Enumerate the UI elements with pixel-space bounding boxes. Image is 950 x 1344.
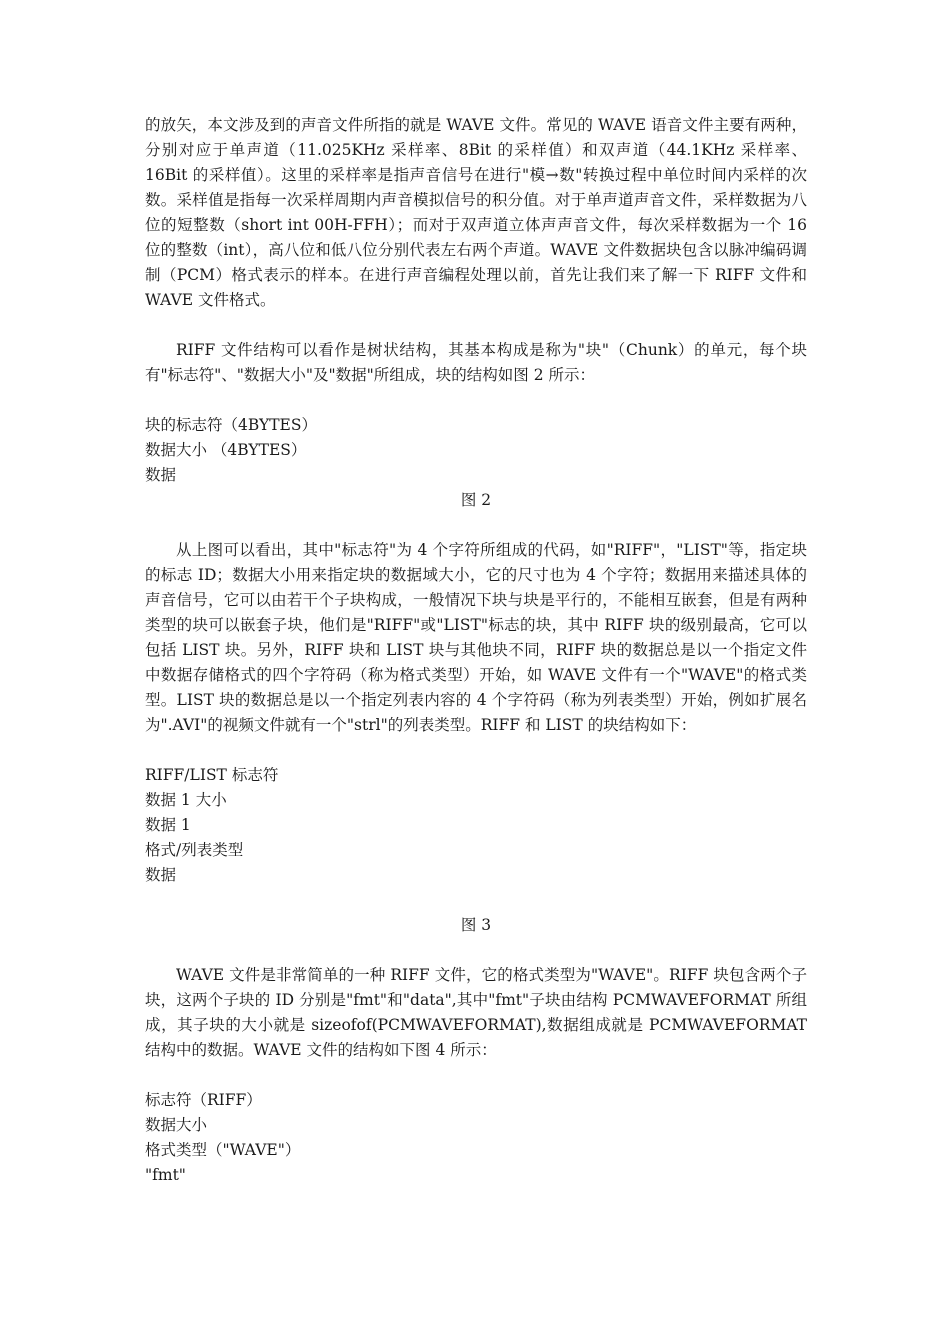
- paragraph-wave-intro: 的放矢，本文涉及到的声音文件所指的就是 WAVE 文件。常见的 WAVE 语音文件主要有两种，分别对应于单声道（11.025KHz 采样率、8Bit 的采样值）和双声道（44.1KHz 采样率、16Bit 的采样值）。这里的采样率是指声音信号在进行"模→数"转换过程中单位时间内采样的次数。采样值是指每一次采样周期内声音模拟信号的积分值。对于单声道声音文件，采样数据为八位的短整数（short int 00H-FFH）；而对于双声道立体声声音文件，每次采样数据为一个 16 位的整数（int），高八位和低八位分别代表左右两个声道。WAVE 文件数据块包含以脉冲编码调制（PCM）格式表示的样本。在进行声音编程处理以前，首先让我们来了解一下 RIFF 文件和 WAVE 文件格式。: [145, 116, 807, 309]
- figure-3-line: 数据 1: [145, 816, 191, 834]
- paragraph-chunk-explanation: 从上图可以看出，其中"标志符"为 4 个字符所组成的代码，如"RIFF"，"LIST"等，指定块的标志 ID；数据大小用来指定块的数据域大小，它的尺寸也为 4 个字符；数据用来描述具体的声音信号，它可以由若干个子块构成，一般情况下块与块是平行的，不能相互嵌套，但是有两种类型的块可以嵌套子块，他们是"RIFF"或"LIST"标志的块，其中 RIFF 块的级别最高，它可以包括 LIST 块。另外，RIFF 块和 LIST 块与其他块不同，RIFF 块的数据总是以一个指定文件中数据存储格式的四个字符码（称为格式类型）开始，如 WAVE 文件有一个"WAVE"的格式类型。LIST 块的数据总是以一个指定列表内容的 4 个字符码（称为列表类型）开始，例如扩展名为".AVI"的视频文件就有一个"strl"的列表类型。RIFF 和 LIST 的块结构如下：: [145, 541, 807, 734]
- paragraph-riff-structure: RIFF 文件结构可以看作是树状结构，其基本构成是称为"块"（Chunk）的单元，每个块有"标志符"、"数据大小"及"数据"所组成，块的结构如图 2 所示：: [145, 341, 807, 384]
- figure-4-line: 格式类型（"WAVE"）: [145, 1141, 301, 1159]
- figure-4-line: 标志符（RIFF）: [145, 1091, 262, 1109]
- figure-3-caption: 图 3: [460, 916, 492, 934]
- document-page: [145, 113, 807, 1188]
- figure-3-line: 数据: [145, 866, 177, 884]
- figure-2-block: [145, 413, 807, 513]
- figure-3-line: RIFF/LIST 标志符: [145, 766, 279, 784]
- figure-2-line: 数据大小 （4BYTES）: [145, 441, 307, 459]
- figure-2-line: 块的标志符（4BYTES）: [145, 416, 317, 434]
- figure-4-line: 数据大小: [145, 1116, 208, 1134]
- figure-2-caption: 图 2: [460, 491, 492, 509]
- paragraph-wave-format: WAVE 文件是非常简单的一种 RIFF 文件，它的格式类型为"WAVE"。RIFF 块包含两个子块，这两个子块的 ID 分别是"fmt"和"data",其中"fmt"子块由结构 PCMWAVEFORMAT 所组成，其子块的大小就是 sizeofof(PCMWAVEFORMAT),数据组成就是 PCMWAVEFORMAT 结构中的数据。WAVE 文件的结构如下图 4 所示：: [145, 966, 807, 1059]
- figure-4-block: [145, 1088, 807, 1188]
- figure-3-line: 数据 1 大小: [145, 791, 227, 809]
- figure-3-line: 格式/列表类型: [145, 841, 244, 859]
- figure-2-line: 数据: [145, 466, 177, 484]
- figure-3-block: [145, 763, 807, 938]
- figure-4-line: "fmt": [145, 1166, 186, 1184]
